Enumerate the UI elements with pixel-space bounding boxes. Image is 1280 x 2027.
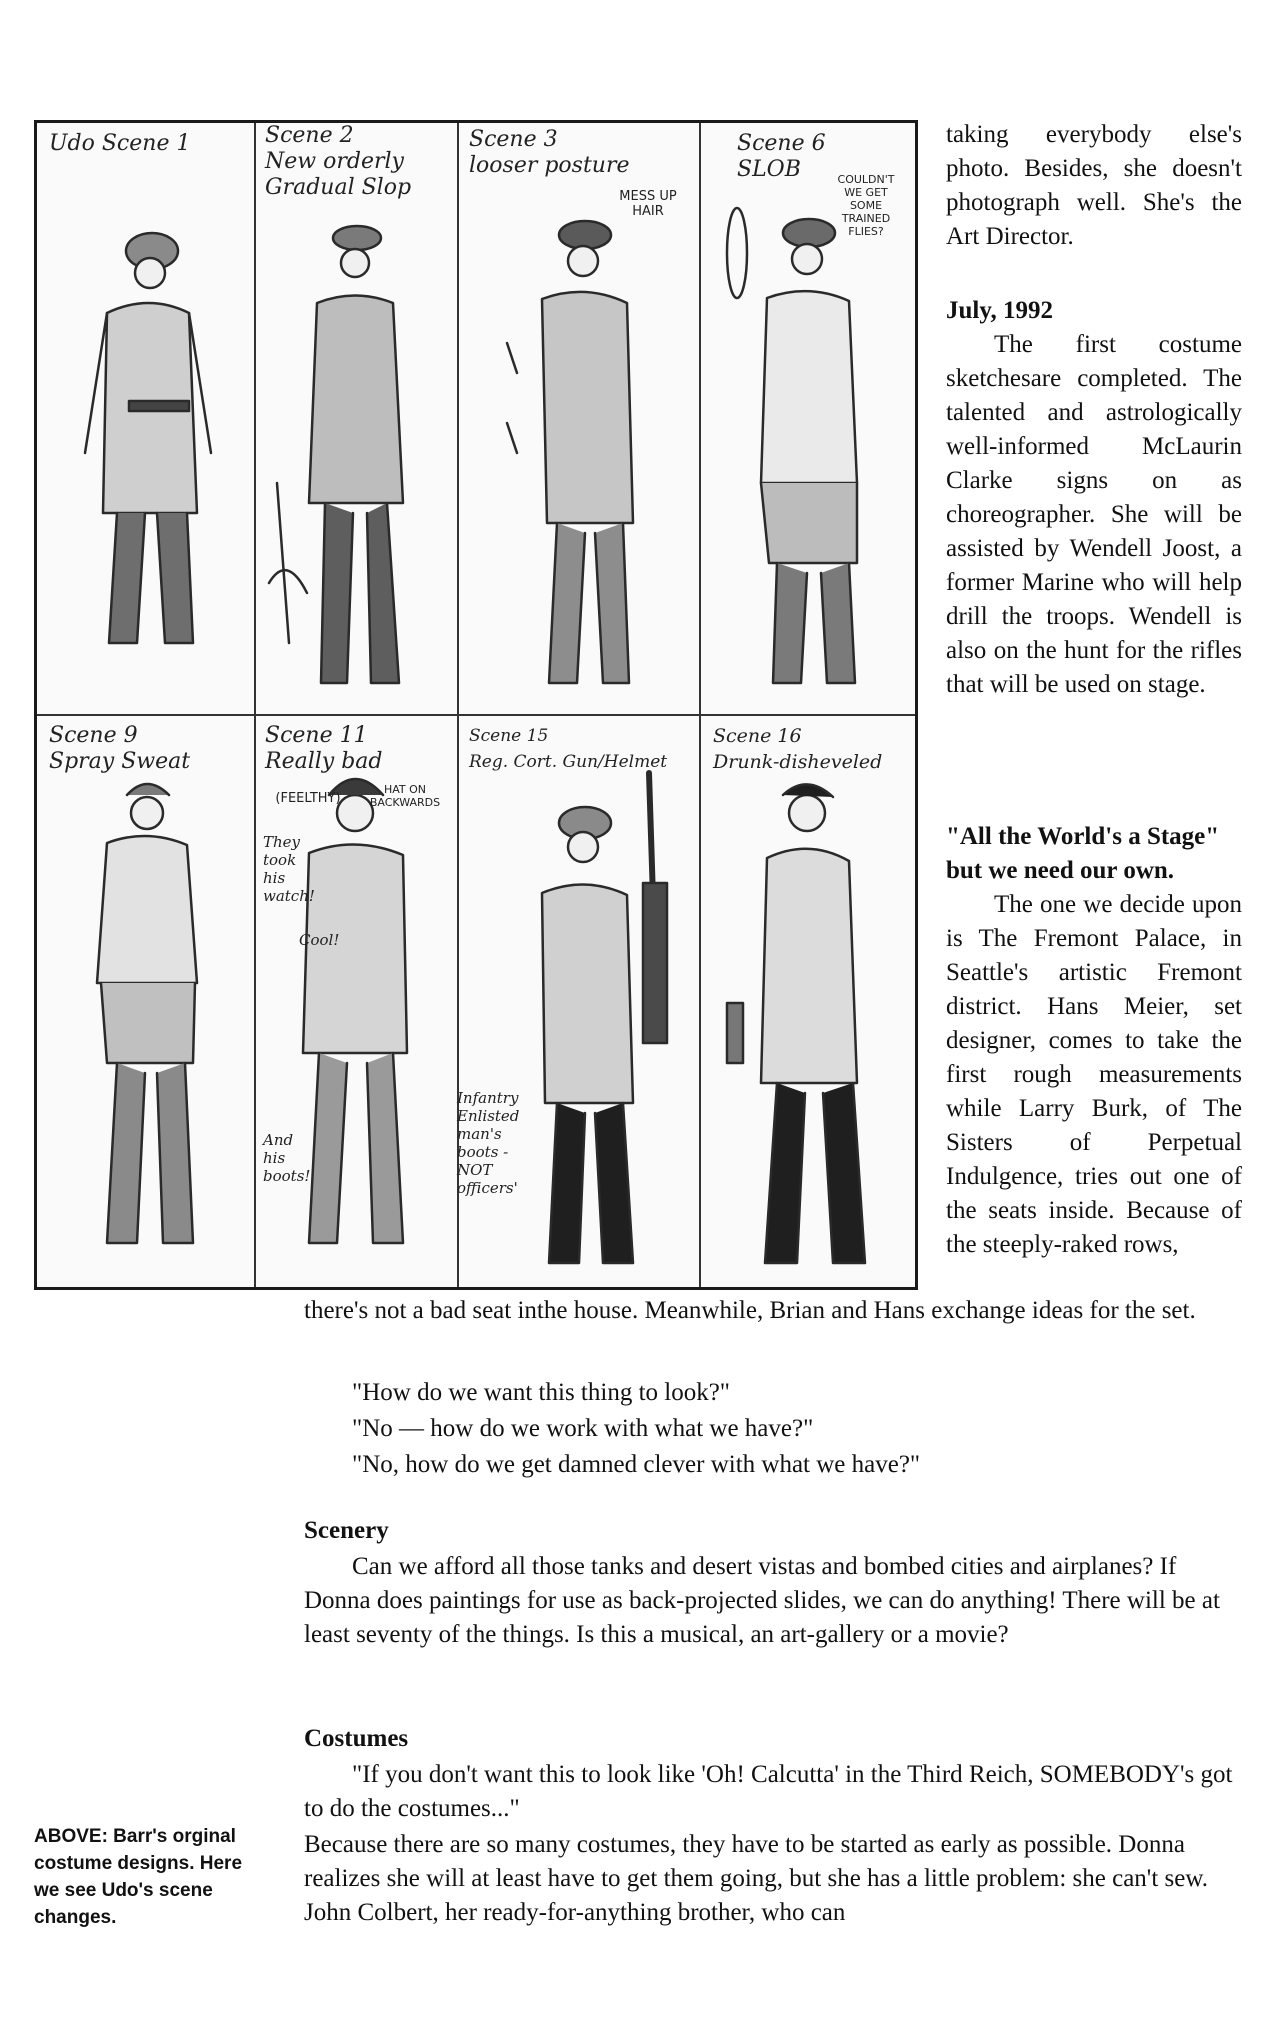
note-trained-flies: COULDN'T WE GET SOME TRAINED FLIES?: [837, 173, 895, 238]
panel-label: Scene 9 Spray Sweat: [49, 723, 191, 774]
panel-label: Udo Scene 1: [49, 131, 191, 156]
continuation-paragraph: there's not a bad seat inthe house. Meanwhile, Brian and Hans exchange ideas for the set.: [304, 1297, 1196, 1324]
figure-slob: [727, 208, 857, 683]
panel-label: Scene 3 looser posture: [469, 127, 630, 178]
figure-reg-cort: [542, 773, 667, 1263]
heading-worlds-a-stage: "All the World's a Stage" but we need our own.: [946, 823, 1220, 884]
note-hat-backwards: HAT ON BACKWARDS: [369, 783, 441, 809]
note-cool: Cool!: [299, 931, 340, 949]
right-paragraph-3: The one we decide upon is The Fremont Palace, in Seattle's artistic Fremont district. Hans Meier, set designer, comes to take the first rough measurements while Larry Burk, of The Sisters of Perpetual Indulgence, tries out one of the seats inside. Because of the steeply-raked rows,: [946, 891, 1242, 1258]
heading-july-1992: July, 1992: [946, 297, 1053, 324]
dialogue-quote: "How do we want this thing to look?": [352, 1379, 731, 1406]
figure-drunk: [727, 784, 865, 1263]
note-mess-hair: MESS UP HAIR: [619, 189, 677, 219]
figure-caption: ABOVE: Barr's orginal costume designs. Here we see Udo's scene changes.: [34, 1826, 243, 1928]
costume-sketch-figure: [34, 120, 918, 1290]
panel-label: Scene 15 Reg. Cort. Gun/Helmet: [469, 726, 668, 772]
dialogue-quote: "No — how do we work with what we have?": [352, 1415, 814, 1442]
right-paragraph-2: The first costume sketchesare completed. The talented and astrologically well-informed McLaurin Clarke signs on as choreographer. She will be assisted by Wendell Joost, a former Marine who will help drill the troops. Wendell is also on the hunt for the rifles that will be used on stage.: [946, 331, 1242, 698]
figure-udo: [85, 233, 211, 643]
panel-label: Scene 11 Really bad: [265, 723, 383, 774]
note-watch: They took his watch!: [263, 833, 315, 905]
figure-orderly: [269, 226, 403, 683]
figure-spray-sweat: [97, 784, 197, 1243]
scenery-paragraph: Can we afford all those tanks and desert vistas and bombed cities and airplanes? If Donna does paintings for use as back-projected slides, we can do anything! There will be at least seventy of the things. Is this a musical, an art-gallery or a movie?: [304, 1553, 1220, 1648]
right-paragraph-1: taking everybody else's photo. Besides, she doesn't photograph well. She's the Art Director.: [946, 121, 1242, 250]
costumes-paragraph: Because there are so many costumes, they have to be started as early as possible. Donna realizes she will at least have to get them going, but she has a little problem: she can't sew. John Colbert, her ready-for-anything brother, who can: [304, 1831, 1209, 1926]
panel-label: Scene 16 Drunk-disheveled: [713, 725, 883, 773]
panel-label: Scene 2 New orderly Gradual Slop: [265, 123, 412, 200]
note-infantry-boots: Infantry Enlisted man's boots - NOT officers': [457, 1089, 520, 1197]
note-feelthy: (FEELTHY): [275, 791, 341, 806]
figure-loose-posture: [507, 221, 633, 683]
note-boots: And his boots!: [263, 1131, 311, 1185]
heading-costumes: Costumes: [304, 1725, 409, 1752]
costumes-quote: "If you don't want this to look like 'Oh! Calcutta' in the Third Reich, SOMEBODY's got to do the costumes...": [304, 1761, 1233, 1822]
heading-scenery: Scenery: [304, 1517, 389, 1544]
panel-label: Scene 6 SLOB: [737, 131, 826, 182]
dialogue-quote: "No, how do we get damned clever with what we have?": [352, 1451, 921, 1478]
